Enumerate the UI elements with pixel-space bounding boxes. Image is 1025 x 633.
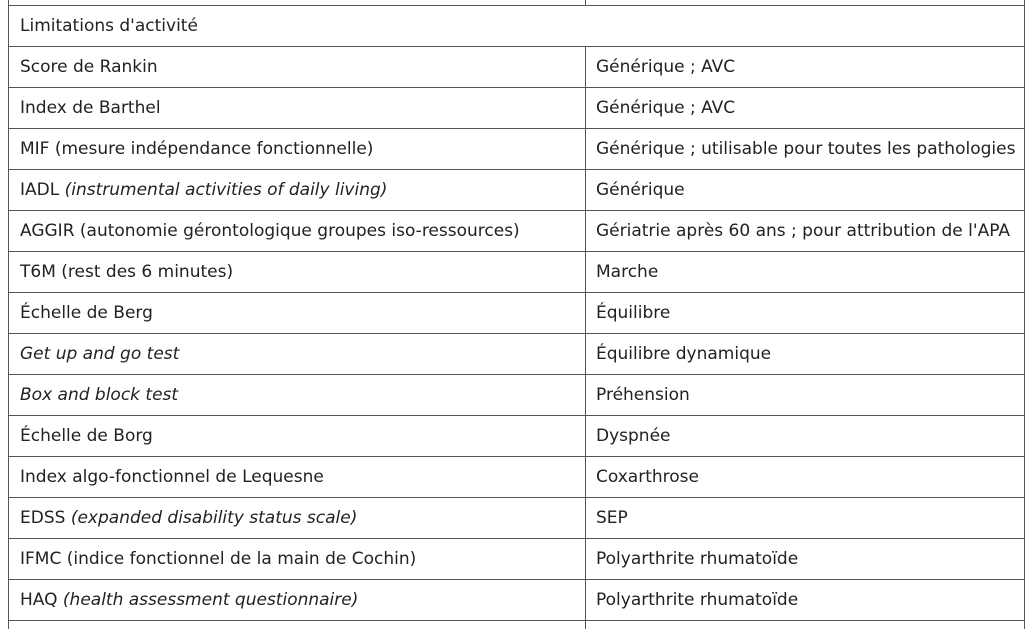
scale-name: Index algo-fonctionnel de Lequesne: [20, 467, 324, 487]
scale-name-cell: [9, 293, 586, 334]
scale-use-cell: Marche: [586, 252, 1025, 293]
scale-name: Score de Rankin: [20, 57, 158, 77]
scale-use-cell: Générique ; AVC: [586, 88, 1025, 129]
table-row: [9, 375, 1025, 416]
scale-use-cell: Préhension: [586, 375, 1025, 416]
scale-name: HAQ: [20, 590, 63, 610]
scale-name: Index de Barthel: [20, 98, 161, 118]
table-row: [9, 457, 1025, 498]
scale-name-cell: [9, 498, 586, 539]
scale-name-italic: (expanded disability status scale): [70, 508, 358, 528]
scale-name: Échelle de Borg: [20, 426, 153, 446]
scale-use-cell: Équilibre dynamique: [586, 334, 1025, 375]
table-row: [9, 88, 1025, 129]
table-row: [9, 293, 1025, 334]
section-title: Limitations d'activité: [9, 6, 1025, 47]
scale-name-italic: Get up and go test: [20, 344, 180, 364]
section-header-row: [9, 6, 1025, 47]
scale-name-italic: (instrumental activities of daily living): [64, 180, 388, 200]
scale-name: IADL: [20, 180, 65, 200]
scale-name-cell: [9, 334, 586, 375]
scale-name: IFMC (indice fonctionnel de la main de Cochin): [20, 549, 417, 569]
table-row: [9, 416, 1025, 457]
scale-name-cell: [9, 416, 586, 457]
scale-use-cell: Générique ; AVC: [586, 47, 1025, 88]
scale-name: AGGIR (autonomie gérontologique groupes iso-ressources): [20, 221, 520, 241]
scale-name: MIF (mesure indépendance fonctionnelle): [20, 139, 374, 159]
scale-name-cell: [9, 88, 586, 129]
scale-use-cell: Polyarthrite rhumatoïde: [586, 539, 1025, 580]
table-row: [9, 211, 1025, 252]
scale-use-cell: Polyarthrite rhumatoïde: [586, 580, 1025, 621]
scale-name-italic: Box and block test: [20, 385, 179, 405]
scale-name-italic: (health assessment questionnaire): [62, 590, 359, 610]
scale-name-cell: [9, 252, 586, 293]
scale-use-cell: Équilibre: [586, 293, 1025, 334]
scale-name-cell: [9, 457, 586, 498]
scale-name: EDSS: [20, 508, 71, 528]
scale-use-cell: Générique: [586, 170, 1025, 211]
scale-use-cell: Générique ; utilisable pour toutes les pathologies: [586, 129, 1025, 170]
scale-use-cell: SEP: [586, 498, 1025, 539]
scale-use-cell: Gériatrie après 60 ans ; pour attribution de l'APA: [586, 211, 1025, 252]
table-row: [9, 252, 1025, 293]
scale-use-cell: Coxarthrose: [586, 457, 1025, 498]
table-row: [9, 498, 1025, 539]
scale-name-cell: [9, 211, 586, 252]
table-bottom-edge-row: [9, 621, 1025, 630]
scale-use-cell: Dyspnée: [586, 416, 1025, 457]
scale-name-cell: [9, 375, 586, 416]
table-row: [9, 580, 1025, 621]
scale-name-cell: [9, 539, 586, 580]
scale-name: Échelle de Berg: [20, 303, 153, 323]
activity-limitations-table: [8, 0, 1025, 629]
scale-name: T6M (rest des 6 minutes): [20, 262, 234, 282]
scale-name-cell: [9, 47, 586, 88]
table-row: [9, 539, 1025, 580]
table-row: [9, 129, 1025, 170]
table-row: [9, 170, 1025, 211]
scale-name-cell: [9, 129, 586, 170]
table-bottom-edge-cell: [586, 621, 1025, 630]
table-row: [9, 47, 1025, 88]
table-row: [9, 334, 1025, 375]
scale-name-cell: [9, 580, 586, 621]
scale-name-cell: [9, 170, 586, 211]
table-bottom-edge-cell: [9, 621, 586, 630]
